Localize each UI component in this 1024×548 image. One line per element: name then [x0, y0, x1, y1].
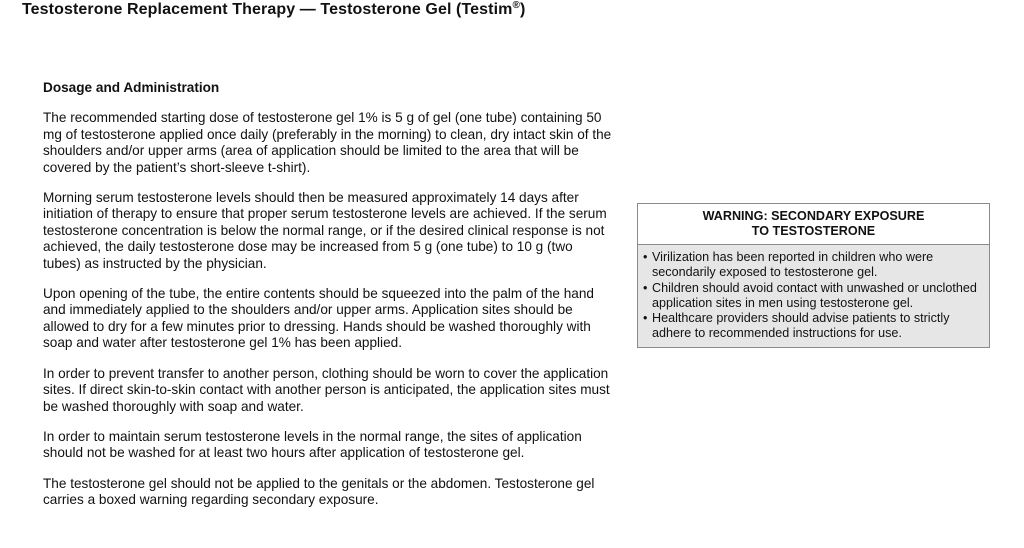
- paragraph-starting-dose: The recommended starting dose of testosterone gel 1% is 5 g of gel (one tube) containing 50 mg of testosterone applied once daily (preferably in the morning) to clean, dry intact skin of the shoulders and/or upper arms (area of application should be limited to the area that will be covered by the patient’s short-sleeve t-shirt).: [43, 110, 612, 175]
- section-heading: Dosage and Administration: [43, 80, 220, 95]
- paragraph-transfer-prevention: In order to prevent transfer to another person, clothing should be worn to cover the application sites. If direct skin-to-skin contact with another person is anticipated, the application sites must be washed thoroughly with soap and water.: [43, 365, 610, 414]
- bullet-icon: •: [643, 311, 648, 326]
- page-title-text: Testosterone Replacement Therapy — Testosterone Gel (Testim: [22, 1, 513, 18]
- boxed-warning-title-line-2: TO TESTOSTERONE: [751, 224, 876, 238]
- boxed-warning-body: [638, 245, 989, 347]
- bullet-icon: •: [643, 250, 648, 264]
- page-title-end: ): [519, 1, 526, 18]
- paragraph-monitoring: Morning serum testosterone levels should then be measured approximately 14 days after initiation of therapy to ensure that proper serum testosterone levels are achieved. If the serum testosterone concentration is below the normal range, or if the desired clinical response is not achieved, the daily testosterone dose may be increased from 5 g (one tube) to 10 g (two tubes) as instructed by the physician.: [43, 190, 607, 271]
- boxed-warning-title-line-1: WARNING: SECONDARY EXPOSURE: [702, 209, 925, 223]
- list-item-text: Children should avoid contact with unwashed or unclothed application sites in men using testosterone gel.: [652, 280, 977, 310]
- boxed-warning-title: [638, 204, 989, 245]
- bullet-icon: •: [643, 280, 648, 295]
- boxed-warning-list: [642, 250, 985, 342]
- page-title: [22, 1, 525, 19]
- list-item: [642, 311, 985, 342]
- paragraph-washing: In order to maintain serum testosterone levels in the normal range, the sites of application should not be washed for at least two hours after application of testosterone gel.: [43, 428, 582, 461]
- list-item: [642, 250, 985, 281]
- list-item: [642, 281, 985, 312]
- list-item-text: Virilization has been reported in children who were secondarily exposed to testosterone gel.: [652, 250, 934, 280]
- list-item-text: Healthcare providers should advise patients to strictly adhere to recommended instructions for use.: [652, 311, 950, 341]
- boxed-warning: [637, 203, 990, 348]
- paragraph-application-sites: The testosterone gel should not be applied to the genitals or the abdomen. Testosterone gel carries a boxed warning regarding secondary exposure.: [43, 475, 595, 508]
- main-content: [43, 80, 613, 523]
- registered-mark: ®: [512, 0, 520, 11]
- paragraph-application: Upon opening of the tube, the entire contents should be squeezed into the palm of the hand and immediately applied to the shoulders and/or upper arms. Application sites should be allowed to dry for a few minutes prior to dressing. Hands should be washed thoroughly with soap and water after testosterone gel 1% has been applied.: [43, 286, 594, 351]
